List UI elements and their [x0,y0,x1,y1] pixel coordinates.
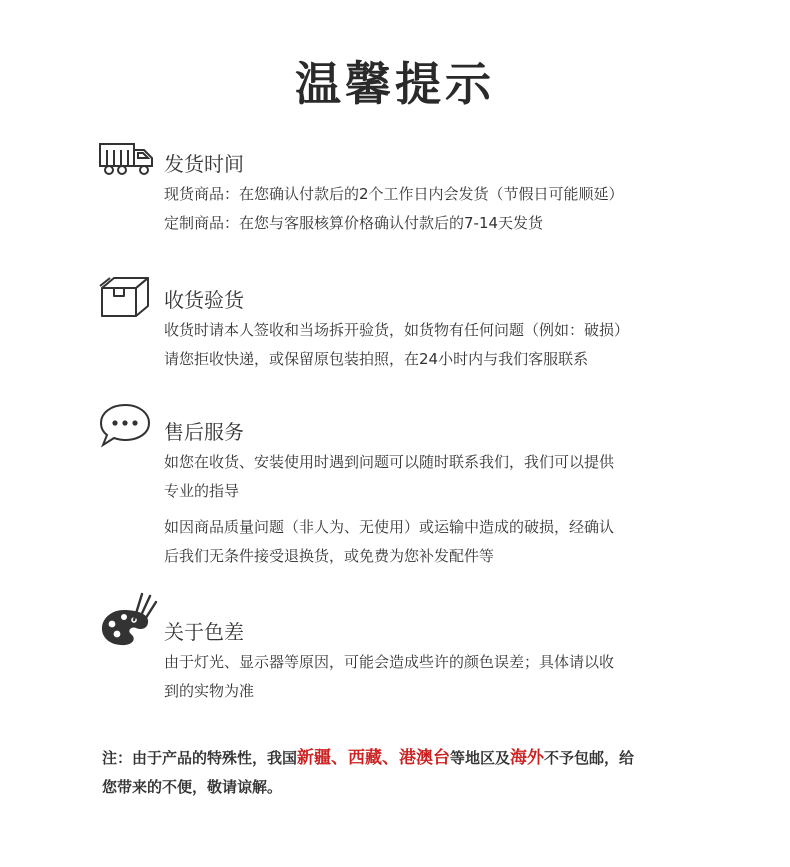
text-line: 到的实物为准 [164,682,255,700]
note-suffix: 不予包邮，给 [544,749,635,767]
paragraph [164,448,614,506]
text-line: 请您拒收快递，或保留原包装拍照，在24小时内与我们客服联系 [164,350,589,368]
section-title: 收货验货 [164,288,244,312]
note-line-2: 您带来的不便，敬请谅解。 [102,778,283,796]
paragraph [164,180,624,238]
section-title: 发货时间 [164,152,244,176]
paragraph [164,513,614,571]
note-line-1 [102,744,634,773]
section-title: 售后服务 [164,420,244,444]
chat-bubble-icon [98,402,152,448]
text-line: 如因商品质量问题（非人为、无使用）或运输中造成的破损，经确认 [164,518,615,536]
note-highlight-regions: 新疆、西藏、港澳台 [297,748,451,768]
package-box-icon [98,274,152,320]
note-middle: 等地区及 [450,749,511,767]
note-highlight-overseas: 海外 [510,748,545,768]
text-line: 由于灯光、显示器等原因，可能会造成些许的颜色误差；具体请以收 [164,653,615,671]
section-title: 关于色差 [164,620,244,644]
delivery-truck-icon [98,138,156,178]
paragraph [164,316,629,374]
text-line: 现货商品：在您确认付款后的2个工作日内会发货（节假日可能顺延） [164,185,624,203]
note-prefix: 注：由于产品的特殊性，我国 [102,749,298,767]
paint-palette-icon [98,592,158,650]
text-line: 专业的指导 [164,482,240,500]
paragraph [164,648,614,706]
text-line: 后我们无条件接受退换货，或免费为您补发配件等 [164,547,495,565]
shipping-note [102,744,634,802]
text-line: 收货时请本人签收和当场拆开验货，如货物有任何问题（例如：破损） [164,321,630,339]
text-line: 如您在收货、安装使用时遇到问题可以随时联系我们，我们可以提供 [164,453,615,471]
page-title: 温馨提示 [295,57,495,111]
text-line: 定制商品：在您与客服核算价格确认付款后的7-14天发货 [164,214,544,232]
